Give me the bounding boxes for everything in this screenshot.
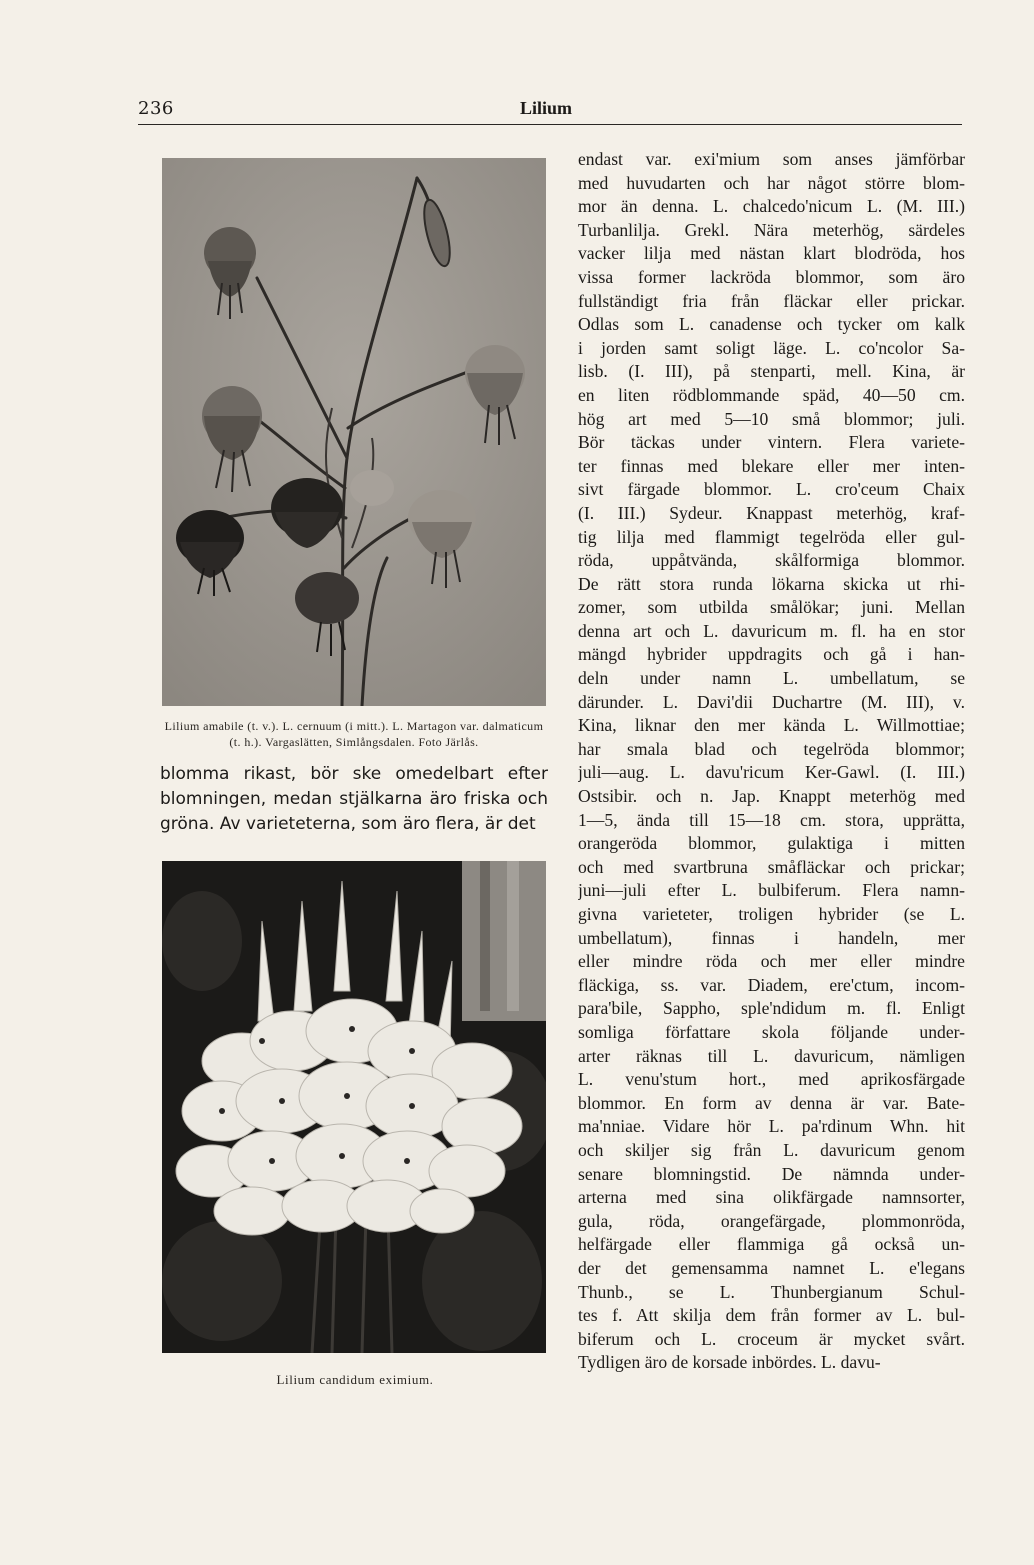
body-text-line: lisb. (I. III), på stenparti, mell. Kina, är [578,361,965,382]
body-text-line: helfärgade eller flammiga gå också un- [578,1234,965,1255]
photo-martagon-image [162,158,546,706]
left-paragraph: blomma rikast, bör ske omedelbart efter blomningen, medan stjälkarna äro friska och gröna. Av varieteterna, som äro flera, är det [160,764,548,834]
body-text-line: Ostsibir. och n. Jap. Knappt meterhög med [578,786,965,807]
body-text-line: blommor. En form av denna är var. Bate- [578,1092,965,1113]
photo-2-caption: Lilium candidum eximium. [276,1372,434,1387]
body-text-line: umbellatum), finnas i handeln, mer [578,927,965,948]
body-text-line: fullständigt fria från fläckar eller prickar. [578,290,965,311]
body-text-line: Tydligen äro de korsade inbördes. L. davu- [578,1352,881,1373]
body-text-line: mor än denna. L. chalcedo'nicum L. (M. III.) [578,196,965,217]
body-text-line: biferum och L. croceum är mycket svårt. [578,1328,965,1349]
body-text-line: Turbanlilja. Grekl. Nära meterhög, särdeles [578,219,965,240]
body-text-line: L. venu'stum hort., med aprikosfärgade [578,1069,965,1090]
body-text-line: sivt färgade blommor. L. cro'ceum Chaix [578,479,965,500]
body-text-line: hög art med 5—10 små blommor; juli. [578,408,965,429]
right-column [578,148,965,1375]
body-text-line: och med svartbruna småfläckar och prickar; [578,856,965,877]
body-text-line: givna varieteter, troligen hybrider (se L. [578,904,965,924]
body-text-line: juni—juli efter L. bulbiferum. Flera namn- [578,880,965,901]
body-text-line: vacker lilja med nästan klart blodröda, hos [578,243,965,264]
body-text-line: Odlas som L. canadense och tycker om kalk [578,314,965,335]
body-text-line: ter finnas med blekare eller mer inten- [578,455,965,476]
photo-candidum-image [162,861,546,1353]
body-text-line: fläckiga, ss. var. Diadem, ere'ctum, incom- [578,974,965,995]
body-text-line: och skiljer sig från L. davuricum genom [578,1139,965,1160]
body-text-line: eller mindre röda och mer eller mindre [578,951,965,972]
body-text-line: med huvudarten och har något större blom- [578,172,965,193]
body-text-line: juli—aug. L. davu'ricum Ker-Gawl. (I. III.) [578,762,965,783]
body-text-line: tes f. Att skilja dem från former av L. bul- [578,1305,965,1326]
body-text-line: deln under namn L. umbellatum, se [578,668,965,689]
body-text-line: mängd hybrider uppdragits och gå i han- [578,644,965,665]
body-text-line: denna art och L. davuricum m. fl. ha en stor [578,620,965,641]
photo-martagon-lilies [162,158,546,706]
header-rule [138,124,962,125]
body-text-line: vissa former lackröda blommor, som äro [578,266,965,287]
body-text-line: i jorden samt soligt läge. L. co'ncolor Sa- [578,337,965,358]
body-text-line: Kina, liknar den mer kända L. Willmottiae; [578,715,965,736]
body-text-line: para'bile, Sappho, sple'ndidum m. fl. Enligt [578,998,965,1019]
body-text-line: arter räknas till L. davuricum, nämligen [578,1045,965,1066]
body-text-line: arterna med sina olikfärgade namnsorter, [578,1187,965,1208]
body-text-line: (I. III.) Sydeur. Knappast meterhög, kraf- [578,502,965,523]
body-text-line: röda, uppåtvända, skålformiga blommor. [578,550,965,571]
body-text-line: ma'nniae. Vidare hör L. pa'rdinum Whn. hit [578,1116,965,1137]
body-text-line: därunder. L. Davi'dii Duchartre (M. III), v. [578,691,965,712]
body-text-line: endast var. exi'mium som anses jämförbar [578,149,965,169]
body-text-line: tig lilja med flammigt tegelröda eller gul- [578,526,965,547]
body-text-line: orangeröda blommor, gulaktiga i mitten [578,833,965,854]
photo-candidum-lilies [162,861,546,1353]
body-text-line: 1—5, ända till 15—18 cm. stora, upprätta, [578,809,965,830]
body-text-line: en liten rödblommande späd, 40—50 cm. [578,384,965,405]
body-text-line: Thunb., se L. Thunbergianum Schul- [578,1281,965,1302]
body-text-line: gula, röda, orangefärgade, plommonröda, [578,1210,965,1231]
body-text-line: somliga författare skola följande under- [578,1021,965,1042]
body-text-line: De rätt stora runda lökarna skicka ut rhi- [578,573,965,594]
body-text-line: har smala blad och tegelröda blommor; [578,738,965,759]
body-text-line: der det gemensamma namnet L. e'legans [578,1257,965,1278]
page-number: 236 [138,98,174,119]
running-title: Lilium [520,98,573,118]
body-text-line: senare blomningstid. De nämnda under- [578,1163,965,1184]
left-column [160,158,550,1353]
body-text-line: zomer, som utbilda smålökar; juni. Mellan [578,597,965,618]
photo-1-caption: Lilium amabile (t. v.). L. cernuum (i mitt.). L. Martagon var. dalmaticum (t. h.). Vargaslätten, Simlångsdalen. Foto Järlås. [164,719,544,749]
body-text-line: Bör täckas under vintern. Flera variete- [578,432,965,453]
